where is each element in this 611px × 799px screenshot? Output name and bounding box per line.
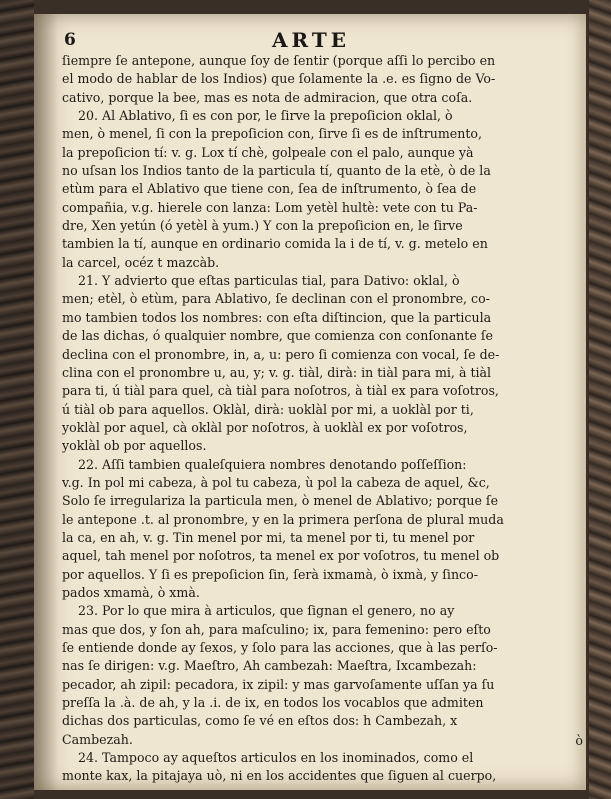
text-line: men; etèl, ò etùm, para Ablativo, ſe declinan con el pronombre, co- [62, 291, 490, 307]
text-line: tambien la tí, aunque en ordinario comida la i de tí, v. g. metelo en [62, 236, 488, 252]
paragraph-start-line: 20. Al Ablativo, ſi es con por, le ſirve la prepoſicion oklal, ò [78, 108, 453, 124]
text-line: preſſa la .à. de ah, y la .i. de ix, en todos los vocablos que admiten [62, 695, 484, 711]
text-line: aquel, tah menel por noſotros, ta menel ex por voſotros, tu menel ob [62, 548, 500, 564]
text-line: etùm para el Ablativo que tiene con, ſea de inſtrumento, ò ſea de [62, 181, 477, 197]
running-title: ARTE [272, 28, 350, 52]
text-line: yoklàl por aquel, cà oklàl por noſotros, à uoklàl ex por voſotros, [62, 419, 468, 435]
text-line: dre, Xen yetún (ó yetèl à yum.) Y con la prepoſicion en, le ſirve [62, 218, 463, 234]
text-line: mas que dos, y ſon ah, para maſculino; ix, para femenino: pero eſto [62, 621, 491, 637]
catchword: ò [575, 733, 583, 748]
body-text [62, 52, 560, 786]
text-line: monte kax, la pitajaya uò, ni en los accidentes que ſiguen al cuerpo, [62, 768, 497, 784]
text-line: Cambezah. [62, 731, 133, 747]
text-line: yoklàl ob por aquellos. [62, 438, 207, 454]
text-line: le antepone .t. al pronombre, y en la primera perſona de plural muda [62, 511, 504, 527]
text-line: Solo ſe irregulariza la particula men, ò menel de Ablativo; porque ſe [62, 493, 499, 509]
text-line: el modo de hablar de los Indios) que ſolamente la .e. es ſigno de Vo- [62, 71, 496, 87]
page-number: 6 [64, 30, 76, 50]
text-line: ſiempre ſe antepone, aunque ſoy de ſentir (porque aſſi lo percibo en [62, 53, 496, 68]
text-line: ú tiàl ob para aquellos. Oklàl, dirà: uoklàl por mi, a uoklàl por ti, [62, 401, 474, 417]
text-line: ſe entiende donde ay ſexos, y ſolo para las acciones, que à las perſo- [62, 640, 498, 655]
text-line: pecador, ah zipil: pecadora, ix zipil: y mas garvoſamente uſſan ya ſu [62, 676, 495, 692]
text-line: pados xmamà, ò xmà. [62, 584, 200, 600]
book-binding-right [589, 0, 611, 799]
text-line: la carcel, océz t mazcàb. [62, 254, 220, 270]
text-line: men, ò menel, ſi con la prepoſicion con, ſirve ſi es de inſtrumento, [62, 126, 483, 142]
text-line: dichas dos particulas, como ſe vé en eſtos dos: h Cambezah, x [62, 713, 458, 729]
text-line: para ti, ú tiàl para quel, cà tiàl para noſotros, à tiàl ex para voſotros, [62, 383, 499, 399]
text-line: por aquellos. Y ſi es prepoſicion ſin, ſerà ixmamà, ò ixmà, y ſinco- [62, 566, 478, 582]
paragraph-start-line: 21. Y advierto que eſtas particulas tial, para Dativo: oklal, ò [78, 273, 460, 289]
gutter-shadow [34, 14, 58, 790]
text-line: mo tambien todos los nombres: con eſta diſtincion, que la particula [62, 309, 492, 325]
text-line: compañia, v.g. hierele con lanza: Lom yetèl hultè: vete con tu Pa- [62, 199, 478, 215]
paragraph-start-line: 22. Aſſi tambien qualeſquiera nombres denotando poſſeſſion: [78, 456, 467, 472]
paragraph-start-line: 24. Tampoco ay aqueſtos articulos en los inominados, como el [78, 750, 474, 766]
text-line: la prepoſicion tí: v. g. Lox tí chè, golpeale con el palo, aunque yà [62, 144, 474, 160]
text-line: de las dichas, ó qualquier nombre, que comienza con conſonante ſe [62, 328, 493, 344]
page-header [62, 30, 560, 54]
text-line: cativo, porque la bee, mas es nota de admiracion, que otra coſa. [62, 89, 473, 105]
book-binding-left [0, 0, 34, 799]
text-line: clina con el pronombre u, au, y; v. g. tiàl, dirà: in tiàl para mi, à tiàl [62, 364, 492, 380]
paragraph-start-line: 23. Por lo que mira à articulos, que ſignan el genero, no ay [78, 603, 455, 619]
text-line: no uſsan los Indios tanto de la particula tí, quanto de la etè, ò de la [62, 163, 491, 179]
text-line: declina con el pronombre, in, a, u: pero ſi comienza con vocal, ſe de- [62, 346, 500, 362]
text-line: v.g. In pol mi cabeza, à pol tu cabeza, ù pol la cabeza de aquel, &c, [62, 474, 490, 490]
text-line: la ca, en ah, v. g. Tin menel por mi, ta menel por ti, tu menel por [62, 529, 475, 545]
text-line: nas ſe dirigen: v.g. Maeſtro, Ah cambezah: Maeſtra, Ixcambezah: [62, 658, 477, 674]
